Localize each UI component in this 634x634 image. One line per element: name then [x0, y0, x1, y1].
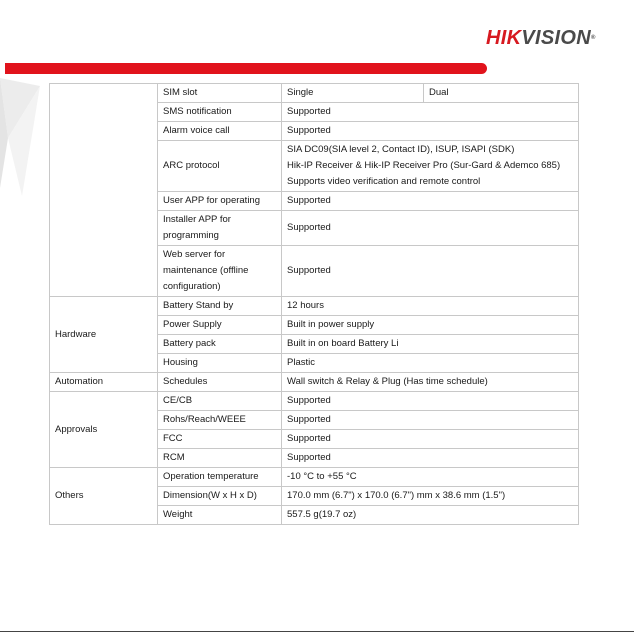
feature-cell [158, 211, 282, 246]
decorative-shard-graphic [0, 78, 50, 198]
category-cell: Others [50, 468, 158, 525]
feature-cell: Weight [158, 506, 282, 525]
feature-cell: RCM [158, 449, 282, 468]
feature-cell [158, 246, 282, 297]
feature-line: Installer APP for [163, 214, 231, 225]
feature-line: Web server for [163, 249, 226, 260]
feature-cell: Housing [158, 354, 282, 373]
feature-cell: CE/CB [158, 392, 282, 411]
feature-cell: Battery pack [158, 335, 282, 354]
header-red-bar [5, 63, 487, 74]
table-row [50, 392, 579, 411]
value-cell: Plastic [282, 354, 579, 373]
feature-line: programming [163, 230, 219, 241]
feature-cell: SIM slot [158, 84, 282, 103]
feature-cell: Alarm voice call [158, 122, 282, 141]
feature-cell: Rohs/Reach/WEEE [158, 411, 282, 430]
value-cell: Supported [282, 192, 579, 211]
value-cell: Single [282, 84, 424, 103]
registered-mark: ® [590, 35, 596, 41]
value-cell: Supported [282, 211, 579, 246]
feature-cell: Battery Stand by [158, 297, 282, 316]
feature-cell: Operation temperature [158, 468, 282, 487]
value-cell: Wall switch & Relay & Plug (Has time schedule) [282, 373, 579, 392]
page-bottom-rule [0, 631, 634, 632]
arc-line-1: SIA DC09(SIA level 2, Contact ID), ISUP, ISAPI (SDK) [287, 144, 515, 155]
feature-cell: Dimension(W x H x D) [158, 487, 282, 506]
value-cell: Dual [424, 84, 579, 103]
spec-table [49, 83, 579, 525]
value-cell: 557.5 g(19.7 oz) [282, 506, 579, 525]
table-row [50, 468, 579, 487]
value-cell: Supported [282, 411, 579, 430]
table-row [50, 297, 579, 316]
feature-cell: FCC [158, 430, 282, 449]
value-cell: 12 hours [282, 297, 579, 316]
value-cell: 170.0 mm (6.7") x 170.0 (6.7") mm x 38.6 mm (1.5") [282, 487, 579, 506]
feature-line: maintenance (offline [163, 265, 249, 276]
feature-cell: ARC protocol [158, 141, 282, 192]
value-cell: Supported [282, 430, 579, 449]
value-cell: Built in on board Battery Li [282, 335, 579, 354]
value-cell: Supported [282, 392, 579, 411]
value-cell: Supported [282, 449, 579, 468]
value-cell: -10 °C to +55 °C [282, 468, 579, 487]
feature-cell: Schedules [158, 373, 282, 392]
table-row [50, 373, 579, 392]
value-cell: Supported [282, 122, 579, 141]
feature-line: configuration) [163, 281, 221, 292]
feature-cell: Power Supply [158, 316, 282, 335]
value-cell: Supported [282, 246, 579, 297]
value-cell: Supported [282, 103, 579, 122]
category-cell: Automation [50, 373, 158, 392]
table-row [50, 84, 579, 103]
category-cell-empty [50, 84, 158, 297]
feature-cell: SMS notification [158, 103, 282, 122]
feature-cell: User APP for operating [158, 192, 282, 211]
category-cell: Approvals [50, 392, 158, 468]
logo-text-right: VISION [521, 27, 591, 49]
arc-line-2: Hik-IP Receiver & Hik-IP Receiver Pro (Sur-Gard & Ademco 685) [287, 160, 561, 171]
logo-text-left: HIK [486, 27, 522, 49]
value-cell [282, 141, 579, 192]
hikvision-logo [486, 27, 596, 49]
value-cell: Built in power supply [282, 316, 579, 335]
arc-line-3: Supports video verification and remote control [287, 176, 481, 187]
category-cell: Hardware [50, 297, 158, 373]
